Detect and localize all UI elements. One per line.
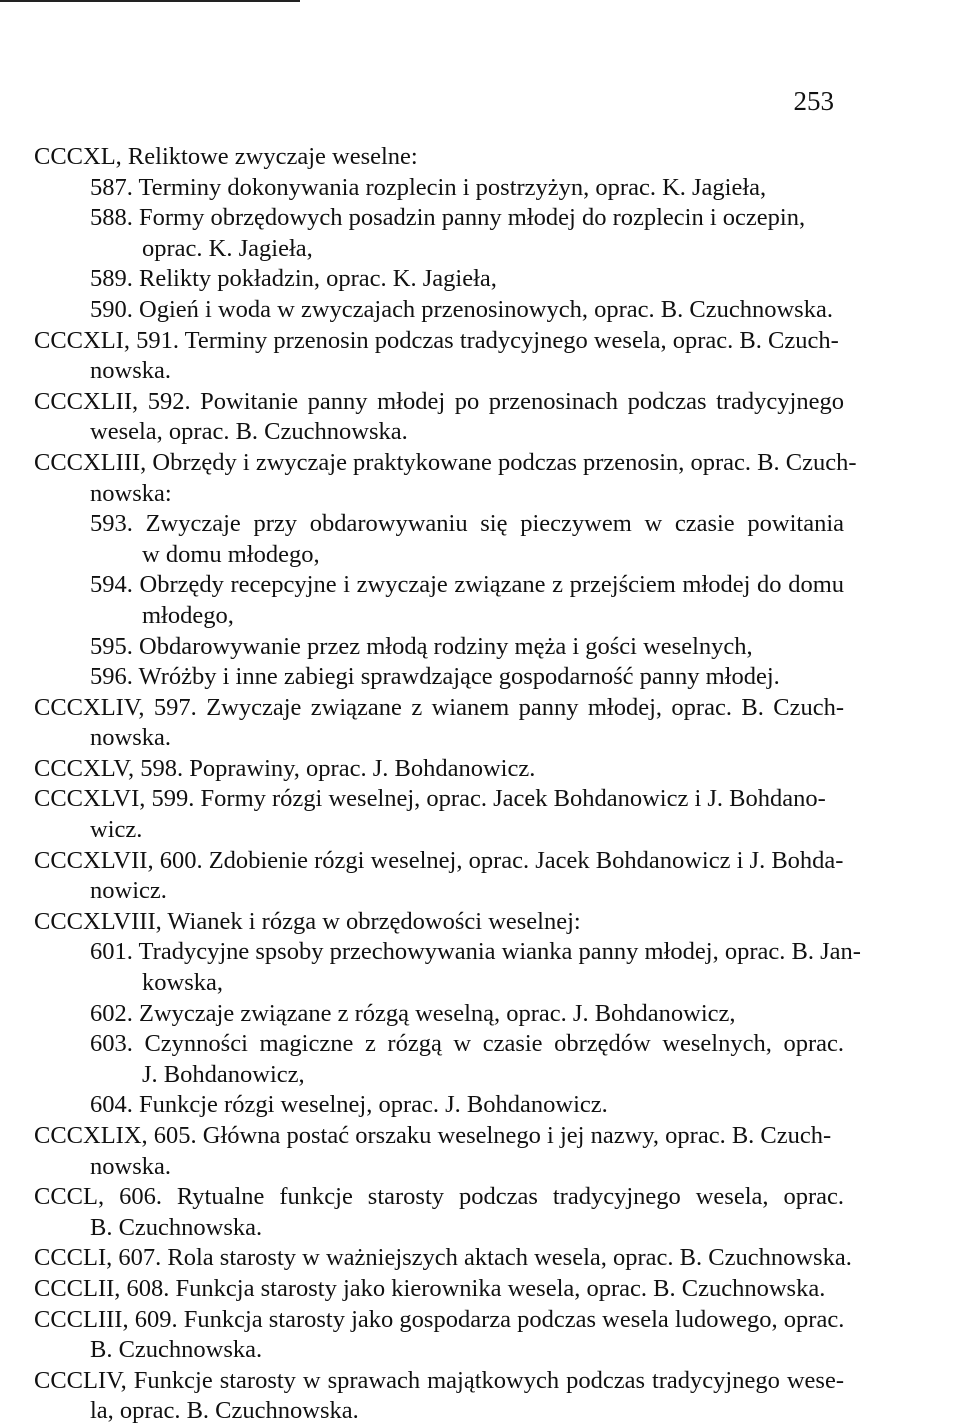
entry-line: oprac. K. Jagieła,	[142, 234, 313, 262]
entry-line: CCCXLIV, 597. Zwyczaje związane z wianem panny młodej, oprac. B. Czuch-	[34, 693, 844, 721]
entry-line: B. Czuchnowska.	[90, 1336, 263, 1364]
entry-line: CCCXLIX, 605. Główna postać orszaku weselnego i jej nazwy, oprac. B. Czuch-	[34, 1122, 832, 1149]
index-entries	[34, 142, 861, 1427]
entry-line: 602. Zwyczaje związane z rózgą weselną, oprac. J. Bohdanowicz,	[90, 999, 736, 1027]
entry-line: CCCLII, 608. Funkcja starosty jako kierownika wesela, oprac. B. Czuchnowska.	[34, 1274, 826, 1302]
entry-line: wesela, oprac. B. Czuchnowska.	[90, 418, 408, 446]
entry-line: J. Bohdanowicz,	[142, 1060, 305, 1088]
entry-line: wicz.	[90, 816, 143, 844]
entry-line: CCCXLVIII, Wianek i rózga w obrzędowości weselnej:	[34, 907, 581, 935]
entry-line: nowska.	[90, 724, 171, 752]
entry-line: nowska.	[90, 357, 171, 385]
entry-line: B. Czuchnowska.	[90, 1213, 263, 1241]
entry-line: 590. Ogień i woda w zwyczajach przenosinowych, oprac. B. Czuchnowska.	[90, 295, 833, 323]
entry-line: w domu młodego,	[142, 540, 320, 568]
entry-line: nowska:	[90, 479, 172, 507]
entry-line: CCCLI, 607. Rola starosty w ważniejszych aktach wesela, oprac. B. Czuchnowska.	[34, 1244, 852, 1272]
entry-line: CCCLIV, Funkcje starosty w sprawach majątkowych podczas tradycyjnego wese-	[34, 1366, 844, 1394]
entry-line: CCCL, 606. Rytualne funkcje starosty podczas tradycyjnego wesela, oprac.	[34, 1183, 844, 1211]
entry-line: CCCXLIII, Obrzędy i zwyczaje praktykowane podczas przenosin, oprac. B. Czuch-	[34, 448, 857, 476]
entry-line: nowicz.	[90, 877, 167, 905]
entry-line: kowska,	[142, 969, 223, 997]
top-rule	[0, 0, 300, 2]
entry-line: 603. Czynności magiczne z rózgą w czasie obrzędów weselnych, oprac.	[90, 1030, 844, 1058]
entry-line: CCCXLV, 598. Poprawiny, oprac. J. Bohdanowicz.	[34, 754, 536, 782]
entry-line: 594. Obrzędy recepcyjne i zwyczaje związane z przejściem młodej do domu	[90, 571, 844, 599]
entry-line: CCCXLI, 591. Terminy przenosin podczas tradycyjnego wesela, oprac. B. Czuch-	[34, 326, 839, 354]
entry-line: 589. Relikty pokładzin, oprac. K. Jagieła,	[90, 265, 497, 293]
entry-line: nowska.	[90, 1152, 171, 1180]
page-number: 253	[793, 86, 834, 116]
entry-line: CCCLIII, 609. Funkcja starosty jako gospodarza podczas wesela ludowego, oprac.	[34, 1305, 845, 1333]
entry-line: 596. Wróżby i inne zabiegi sprawdzające gospodarność panny młodej.	[90, 663, 780, 691]
entry-line: CCCXLVI, 599. Formy rózgi weselnej, oprac. Jacek Bohdanowicz i J. Bohdano-	[34, 785, 826, 813]
entry-line: 601. Tradycyjne spsoby przechowywania wianka panny młodej, oprac. B. Jan-	[90, 938, 861, 966]
entry-line: 595. Obdarowywanie przez młodą rodziny męża i gości weselnych,	[90, 632, 753, 660]
entry-line: 604. Funkcje rózgi weselnej, oprac. J. Bohdanowicz.	[90, 1091, 608, 1119]
entry-line: 593. Zwyczaje przy obdarowywaniu się pieczywem w czasie powitania	[90, 510, 844, 538]
entry-line: CCCXLVII, 600. Zdobienie rózgi weselnej, oprac. Jacek Bohdanowicz i J. Bohda-	[34, 846, 844, 874]
entry-line: 587. Terminy dokonywania rozplecin i postrzyżyn, oprac. K. Jagieła,	[90, 173, 767, 201]
entry-line: CCCXL, Reliktowe zwyczaje weselne:	[34, 143, 418, 170]
entry-line: 588. Formy obrzędowych posadzin panny młodej do rozplecin i oczepin,	[90, 204, 806, 232]
entry-line: młodego,	[142, 601, 234, 629]
entry-line: CCCXLII, 592. Powitanie panny młodej po przenosinach podczas tradycyjnego	[34, 387, 844, 415]
entry-line: la, oprac. B. Czuchnowska.	[90, 1397, 359, 1425]
